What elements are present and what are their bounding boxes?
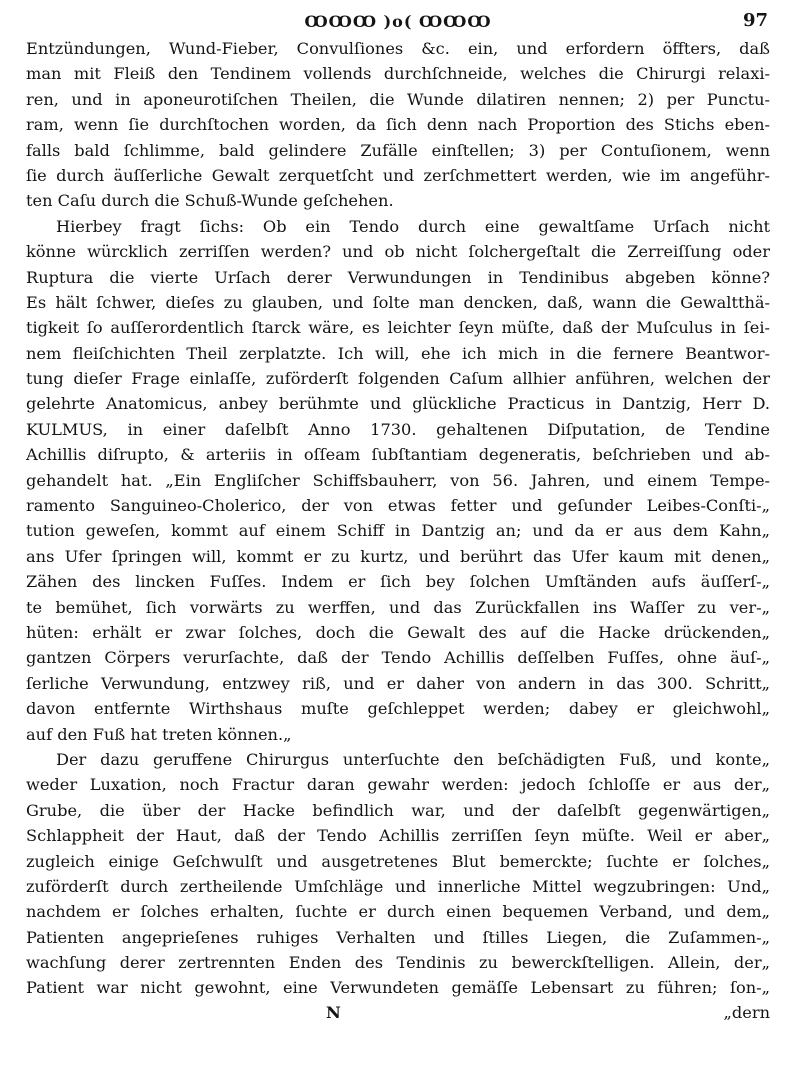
text-line: nem fleiſchichten Theil zerplatzte. Ich will, ehe ich mich in die fernere Beantwor- — [26, 343, 770, 363]
text-line: wachſung derer zertrennten Enden des Tendinis zu bewerckſtelligen. Allein, der„ — [26, 953, 770, 973]
page-header — [26, 8, 770, 34]
text-line: KULMUS, in einer daſelbſt Anno 1730. gehaltenen Diſputation, de Tendine — [26, 419, 770, 439]
text-line: gantzen Cörpers verurſachte, daß der Tendo Achillis deſſelben Fuſſes, ohne äuſ-„ — [26, 648, 770, 668]
text-line: ram, wenn ſie durchſtochen worden, da ſich denn nach Proportion des Stichs eben- — [26, 115, 770, 135]
text-line: Schlappheit der Haut, daß der Tendo Achillis zerriſſen ſeyn müſte. Weil er aber„ — [26, 826, 770, 846]
text-line: davon entfernte Wirthshaus muſte geſchleppet werden; dabey er gleichwohl„ — [26, 699, 770, 719]
text-line: ans Ufer ſpringen will, kommt er zu kurtz, und berührt das Ufer kaum mit denen„ — [26, 546, 770, 566]
text-line: te bemühet, ſich vorwärts zu werffen, und das Zurückfallen ins Waſſer zu ver-„ — [26, 597, 770, 617]
text-line: könne würcklich zerriſſen werden? und ob nicht ſolchergeſtalt die Zerreiſſung oder — [26, 242, 770, 262]
text-line: tung dieſer Frage einlaſſe, zuförderſt folgenden Caſum allhier anführen, welchen der — [26, 369, 770, 389]
text-line: Der dazu geruffene Chirurgus unterſuchte den beſchädigten Fuß, und konte„ — [56, 749, 770, 769]
text-line: zuförderſt durch zertheilende Umſchläge und innerliche Mittel wegzubringen: Und„ — [26, 876, 770, 896]
text-line: ren, und in aponeurotiſchen Theilen, die Wunde dilatiren nennen; 2) per Punctu- — [26, 89, 770, 109]
text-line: ten Caſu durch die Schuß-Wunde geſchehen. — [26, 191, 394, 211]
text-line: nachdem er ſolches erhalten, ſuchte er durch einen bequemen Verband, und dem„ — [26, 902, 770, 922]
page-footer — [26, 1001, 770, 1025]
text-line: Achillis diſrupto, & arteriis in oſſeam ſubſtantiam degeneratis, beſchrieben und ab- — [26, 445, 770, 465]
text-line: tigkeit ſo auſſerordentlich ſtarck wäre, es leichter ſeyn müſte, daß der Muſculus in ſei- — [26, 318, 770, 338]
text-line: ſie durch äuſſerliche Gewalt zerquetſcht und zerſchmettert werden, wie im angeführ- — [26, 165, 770, 185]
text-line: tution geweſen, kommt auf einem Schiff in Dantzig an; und da er aus dem Kahn„ — [26, 521, 770, 541]
running-head-ornament: ꝎꝎꝎ )o( ꝎꝎꝎ — [304, 12, 492, 31]
text-line: auf den Fuß hat treten können.„ — [26, 724, 292, 744]
text-line: ſerliche Verwundung, entzwey riß, und er daher von andern in das 300. Schritt„ — [26, 673, 770, 693]
text-line: Zähen des lincken Fuſſes. Indem er ſich bey ſolchen Umſtänden aufs äuſſerſ-„ — [26, 572, 770, 592]
text-line: Ruptura die vierte Urſach derer Verwundungen in Tendinibus abgeben könne? — [26, 267, 770, 287]
text-line: ramento Sanguineo-Cholerico, der von etwas fetter und geſunder Leibes-Conſti-„ — [26, 496, 770, 516]
text-line: gehandelt hat. „Ein Engliſcher Schiffsbauherr, von 56. Jahren, und einem Tempe- — [26, 470, 770, 490]
text-line: gelehrte Anatomicus, anbey berühmte und glückliche Practicus in Dantzig, Herr D. — [26, 394, 770, 414]
text-line: man mit Fleiß den Tendinem vollends durchſchneide, welches die Chirurgi relaxi- — [26, 64, 770, 84]
text-line: Hierbey fragt ſichs: Ob ein Tendo durch eine gewaltſame Urſach nicht — [56, 216, 770, 236]
catchword: „dern — [723, 1002, 770, 1022]
text-line: Patienten angeprieſenes ruhiges Verhalten und ſtilles Liegen, die Zuſammen-„ — [26, 927, 770, 947]
text-line: Es hält ſchwer, dieſes zu glauben, und ſolte man dencken, daß, wann die Gewaltthä- — [26, 292, 770, 312]
text-line: Entzündungen, Wund-Fieber, Convulſiones &c. ein, und erfordern öffters, daß — [26, 39, 770, 58]
text-line: hüten: erhält er zwar ſolches, doch die Gewalt des auf die Hacke drückenden„ — [26, 622, 770, 642]
body-text — [26, 36, 770, 1001]
signature-mark: N — [326, 1002, 341, 1022]
page-number: 97 — [742, 10, 768, 31]
text-line: Grube, die über der Hacke befindlich war, und der daſelbſt gegenwärtigen„ — [26, 800, 770, 820]
text-line: zugleich einige Geſchwulſt und ausgetretenes Blut bemerckte; ſuchte er ſolches„ — [26, 851, 770, 871]
text-line: Patient war nicht gewohnt, eine Verwundeten gemäſſe Lebensart zu führen; ſon-„ — [26, 978, 770, 998]
text-line: falls bald ſchlimme, bald gelindere Zufälle einſtellen; 3) per Contuſionem, wenn — [26, 140, 770, 160]
text-line: weder Luxation, noch Fractur daran gewahr werden: jedoch ſchloſſe er aus der„ — [26, 775, 770, 795]
